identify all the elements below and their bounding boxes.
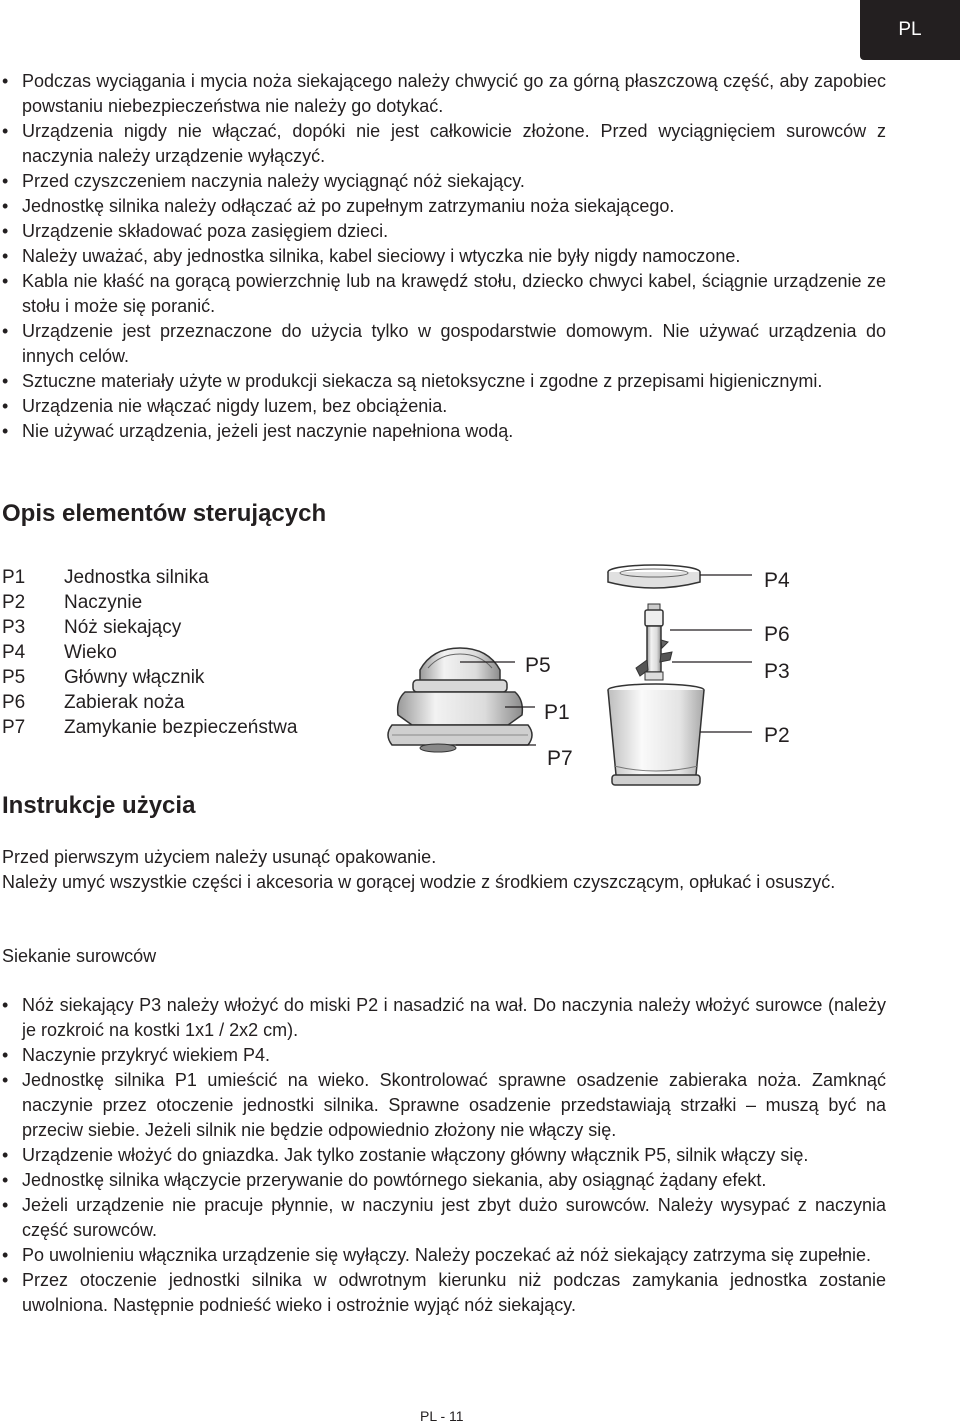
label-p6: P6 [764,623,790,646]
list-item: • Urządzenie składować poza zasięgiem dzieci. [2,221,389,241]
part-row: P4 Wieko [2,642,117,663]
motor-unit-illustration [388,648,532,752]
controls-heading: Opis elementów sterujących [2,500,327,527]
part-row: P6 Zabierak noża [2,692,185,713]
list-item: • Należy uważać, aby jednostka silnika, kabel sieciowy i wtyczka nie były nigdy namoczone. [2,246,741,266]
leader-lines [456,575,752,745]
safety-list [0,69,886,444]
list-item: • Podczas wyciągania i mycia noża siekającego należy chwycić go za górną płaszczową część, aby zapobiec powstaniu niebezpieczeństwa nie należy go dotykać. [2,71,886,116]
page-number: PL - 11 [420,1408,464,1424]
list-item: • Urządzenie jest przeznaczone do użycia tylko w gospodarstwie domowym. Nie używać urządzenia do innych celów. [2,321,886,366]
part-row: P1 Jednostka silnika [2,567,209,588]
part-row: P3 Nóż siekający [2,617,182,638]
label-p5: P5 [525,654,551,677]
part-row: P7 Zamykanie bezpieczeństwa [2,717,298,738]
subheading: Siekanie surowców [2,946,157,966]
label-p3: P3 [764,660,790,683]
paragraph: Należy umyć wszystkie części i akcesoria w gorącej wodzie z środkiem czyszczącym, opłukać i osuszyć. [2,872,836,892]
language-tab: PL [860,0,960,60]
part-row: P2 Naczynie [2,592,143,613]
label-p4: P4 [764,569,790,592]
label-p7: P7 [547,747,573,770]
blade-illustration [636,604,672,680]
list-item: • Nóż siekający P3 należy włożyć do miski P2 i nasadzić na wał. Do naczynia należy włożyć surowce (należy je rozkroić na kostki 1x1 / 2x2 cm). [2,995,886,1040]
label-p1: P1 [544,701,570,724]
list-item: • Sztuczne materiały użyte w produkcji siekacza są nietoksyczne i zgodne z przepisami higienicznymi. [2,371,823,391]
list-item: • Przed czyszczeniem naczynia należy wyciągnąć nóż siekający. [2,171,525,191]
lid-illustration [608,565,700,588]
paragraph: Przed pierwszym użyciem należy usunąć opakowanie. [2,847,437,867]
list-item: • Przez otoczenie jednostki silnika w odwrotnym kierunku niż podczas zamykania jednostka zostanie uwolniona. Następnie podnieść wieko i ostrożnie wyjąć nóż siekający. [2,1270,886,1315]
parts-list [2,565,297,740]
instructions-heading: Instrukcje użycia [2,792,196,819]
part-row: P5 Główny włącznik [2,667,205,688]
list-item: • Jednostkę silnika włączycie przerywanie do powtórnego siekania, aby osiągnąć żądany efekt. [2,1170,767,1190]
list-item: • Po uwolnieniu włącznika urządzenie się wyłączy. Należy poczekać aż nóż siekający zatrzyma się zupełnie. [2,1245,872,1265]
list-item: • Urządzenia nigdy nie włączać, dopóki nie jest całkowicie złożone. Przed wyciągnięciem surowców z naczynia należy urządzenie wyłączyć. [2,121,886,166]
list-item: • Naczynie przykryć wiekiem P4. [2,1045,271,1065]
list-item: • Jeżeli urządzenie nie pracuje płynnie, w naczyniu jest zbyt dużo surowców. Należy wysypać z naczynia część surowców. [2,1195,886,1240]
list-item: • Jednostkę silnika należy odłączać aż po zupełnym zatrzymaniu noża siekającego. [2,196,675,216]
list-item: • Nie używać urządzenia, jeżeli jest naczynie napełniona wodą. [2,421,514,441]
label-p2: P2 [764,724,790,747]
list-item: • Urządzenia nie włączać nigdy luzem, bez obciążenia. [2,396,448,416]
list-item: • Jednostkę silnika P1 umieścić na wieko. Skontrolować sprawne osadzenie zabieraka noża. Zamknąć naczynie przez otoczenie jednostki silnika. Sprawne osadzenie przedstawiają strzałki – muszą być na przeciw siebie. Jeżeli silnik nie będzie odpowiednio złożony nie włączy się. [2,1070,886,1140]
bowl-illustration [608,684,704,785]
steps-list [0,993,886,1318]
list-item: • Kabla nie kłaść na gorącą powierzchnię lub na krawędź stołu, dziecko chwyci kabel, ściągnie urządzenie ze stołu i może się poranić. [2,271,886,316]
list-item: • Urządzenie włożyć do gniazdka. Jak tylko zostanie włączony główny włącznik P5, silnik włączy się. [2,1145,809,1165]
